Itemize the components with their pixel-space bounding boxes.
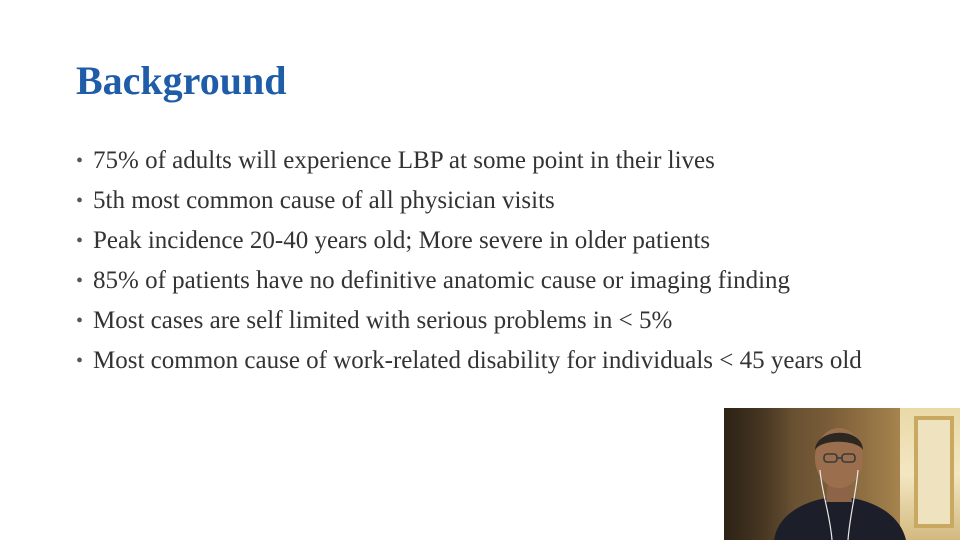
bullet-text: 75% of adults will experience LBP at some point in their lives (93, 147, 715, 174)
bullet-icon: • (76, 350, 84, 372)
bullet-item (76, 266, 896, 296)
bullet-text: Most common cause of work-related disability for individuals < 45 years old (93, 347, 862, 374)
webcam-video-overlay[interactable] (724, 408, 960, 540)
presenter-shoulders (774, 498, 906, 540)
bullet-icon: • (76, 190, 84, 212)
bullet-item (76, 306, 896, 336)
slide-title: Background (76, 58, 287, 103)
bullet-item (76, 226, 896, 256)
picture-frame (914, 416, 954, 528)
bullet-text: 5th most common cause of all physician visits (93, 187, 555, 214)
bullet-item (76, 146, 896, 176)
bullet-text: Peak incidence 20-40 years old; More severe in older patients (93, 227, 711, 254)
bullet-icon: • (76, 150, 84, 172)
bullet-text: Most cases are self limited with serious problems in < 5% (93, 307, 673, 334)
bullet-list (76, 146, 896, 386)
presenter-silhouette (764, 414, 914, 540)
bullet-icon: • (76, 230, 84, 252)
bullet-text: 85% of patients have no definitive anatomic cause or imaging finding (93, 267, 791, 294)
bullet-item (76, 346, 896, 376)
bullet-item (76, 186, 896, 216)
bullet-icon: • (76, 270, 84, 292)
bullet-icon: • (76, 310, 84, 332)
